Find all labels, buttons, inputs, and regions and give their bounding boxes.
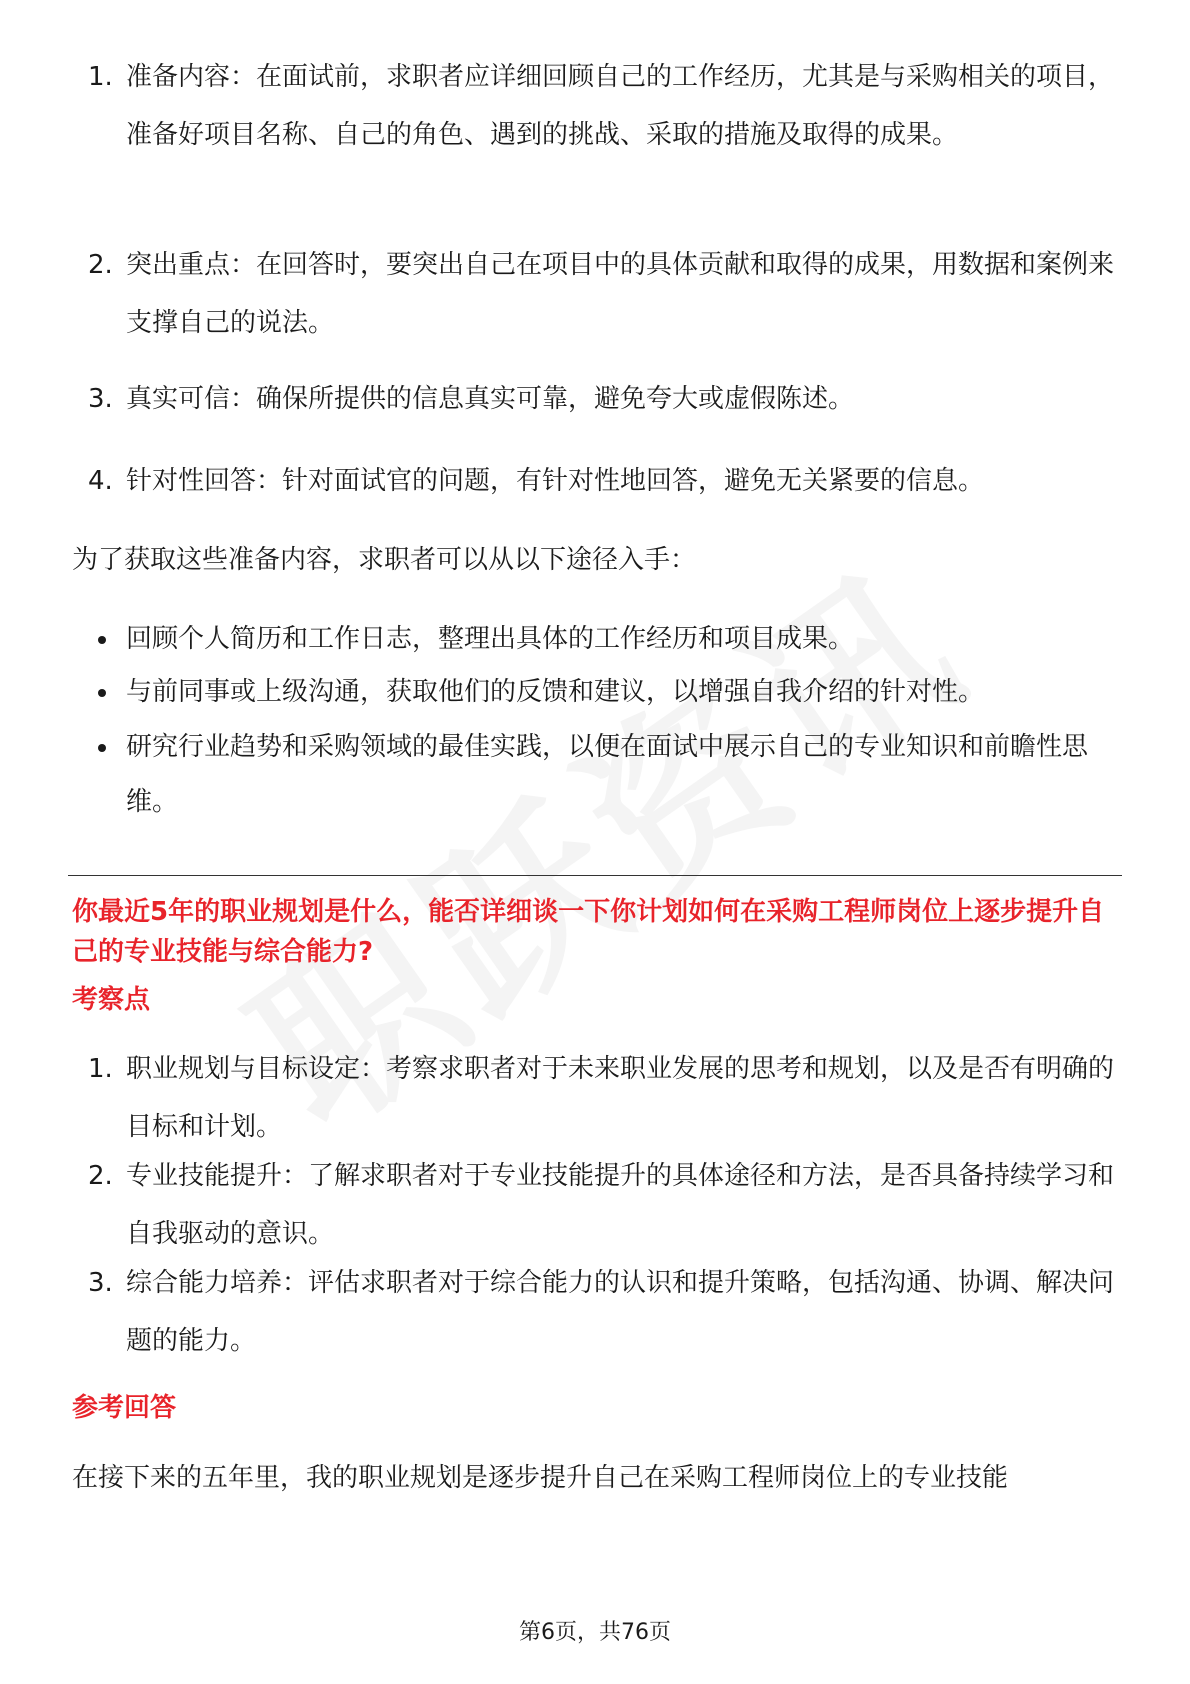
intro-paragraph: 为了获取这些准备内容，求职者可以从以下途径入手： xyxy=(72,545,697,575)
list-item-4 xyxy=(88,452,1118,510)
list-number: 3. xyxy=(88,1268,113,1298)
bullet-item-3 xyxy=(88,720,1118,830)
examine-item-2 xyxy=(88,1147,1118,1263)
section-heading-examine: 考察点 xyxy=(72,985,151,1015)
list-text: 针对性回答：针对面试官的问题，有针对性地回答，避免无关紧要的信息。 xyxy=(126,466,985,496)
list-item-2 xyxy=(88,236,1118,352)
bullet-text: 回顾个人简历和工作日志，整理出具体的工作经历和项目成果。 xyxy=(126,624,855,654)
bullet-dot-icon xyxy=(98,744,106,752)
page-footer: 第6页，共76页 xyxy=(519,1620,671,1645)
list-number: 1. xyxy=(88,62,113,92)
examine-item-1 xyxy=(88,1040,1118,1156)
bullet-item-1 xyxy=(88,612,1118,667)
list-text: 准备内容：在面试前，求职者应详细回顾自己的工作经历，尤其是与采购相关的项目，准备好项目名称、自己的角色、遇到的挑战、采取的措施及取得的成果。 xyxy=(126,62,1115,150)
list-number: 2. xyxy=(88,250,113,280)
list-number: 3. xyxy=(88,384,113,414)
examine-item-3 xyxy=(88,1254,1118,1370)
list-number: 2. xyxy=(88,1161,113,1191)
list-number: 1. xyxy=(88,1054,113,1084)
bullet-item-2 xyxy=(88,665,1118,720)
bullet-text: 与前同事或上级沟通，获取他们的反馈和建议，以增强自我介绍的针对性。 xyxy=(126,677,985,707)
section-divider xyxy=(68,875,1122,876)
bullet-dot-icon xyxy=(98,636,106,644)
list-text: 专业技能提升：了解求职者对于专业技能提升的具体途径和方法，是否具备持续学习和自我驱动的意识。 xyxy=(126,1161,1115,1249)
list-text: 职业规划与目标设定：考察求职者对于未来职业发展的思考和规划，以及是否有明确的目标和计划。 xyxy=(126,1054,1115,1142)
answer-paragraph: 在接下来的五年里，我的职业规划是逐步提升自己在采购工程师岗位上的专业技能 xyxy=(72,1463,1009,1493)
list-item-1 xyxy=(88,48,1118,164)
bullet-text: 研究行业趋势和采购领域的最佳实践，以便在面试中展示自己的专业知识和前瞻性思维。 xyxy=(126,732,1089,817)
list-text: 综合能力培养：评估求职者对于综合能力的认识和提升策略，包括沟通、协调、解决问题的能力。 xyxy=(126,1268,1115,1356)
list-text: 突出重点：在回答时，要突出自己在项目中的具体贡献和取得的成果，用数据和案例来支撑自己的说法。 xyxy=(126,250,1115,338)
interview-question: 你最近5年的职业规划是什么，能否详细谈一下你计划如何在采购工程师岗位上逐步提升自己的专业技能与综合能力? xyxy=(72,897,1105,967)
list-item-3 xyxy=(88,370,1118,428)
section-heading-answer: 参考回答 xyxy=(72,1393,177,1423)
bullet-dot-icon xyxy=(98,689,106,697)
list-number: 4. xyxy=(88,466,113,496)
list-text: 真实可信：确保所提供的信息真实可靠，避免夸大或虚假陈述。 xyxy=(126,384,855,414)
